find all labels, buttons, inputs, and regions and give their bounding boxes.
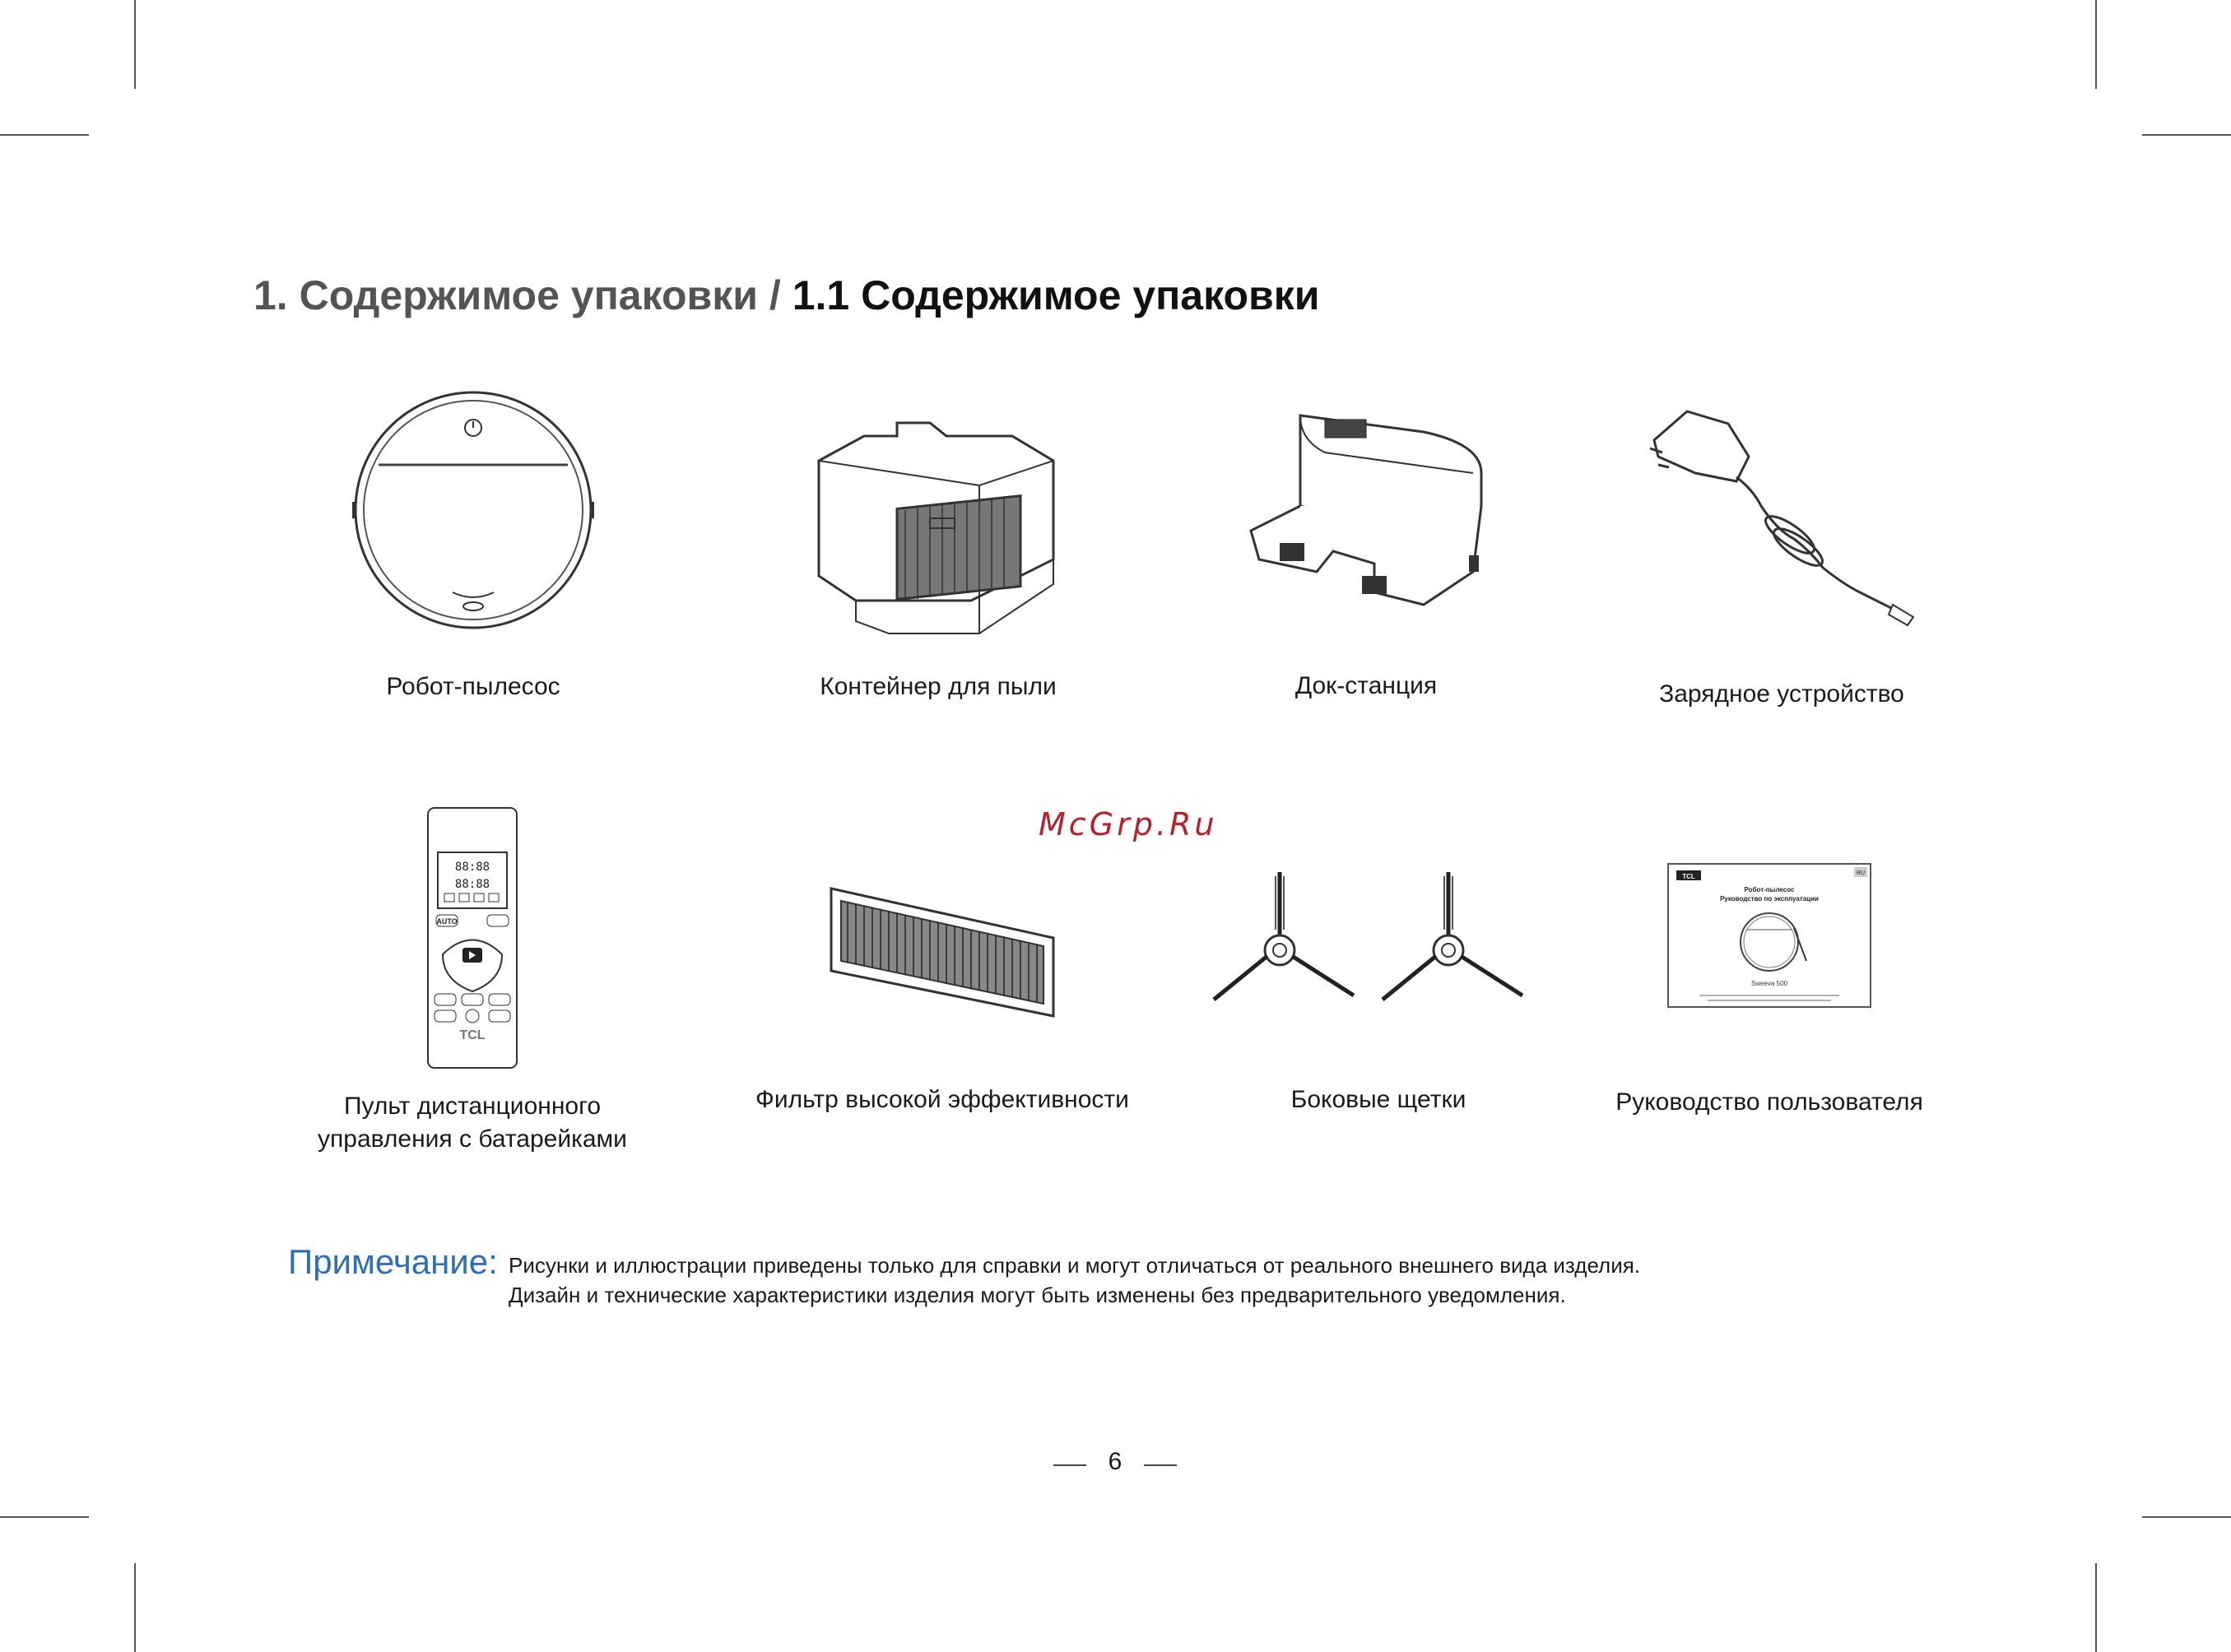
manual-brand: TCL <box>1682 873 1695 880</box>
manual-title-line1: Робот-пылесос <box>1744 886 1795 893</box>
page-number-rule-right <box>1144 1464 1177 1466</box>
remote-brand: TCL <box>459 1028 486 1042</box>
robot-vacuum-icon <box>337 387 609 633</box>
dock-station-icon <box>1243 407 1490 621</box>
manual-title-line2: Руководство по эксплуатации <box>1720 895 1819 903</box>
item-label: Зарядное устройство <box>1659 680 1904 708</box>
crop-mark <box>134 0 136 89</box>
page-number: 6 <box>1108 1448 1122 1475</box>
page-number-block <box>1053 1448 1177 1481</box>
item-label: Док-станция <box>1294 672 1438 699</box>
item-side-brushes <box>1210 864 1522 1113</box>
manual-lang: RU <box>1856 870 1866 876</box>
item-charger <box>1646 407 1917 708</box>
remote-control-icon <box>426 806 518 1070</box>
crop-mark <box>2095 0 2097 89</box>
note-line2: Дизайн и технические характеристики изделия могут быть изменены без предварительного уведомления. <box>509 1283 1566 1307</box>
subsection-title: 1.1 Содержимое упаковки <box>792 272 1320 318</box>
section-title: 1. Содержимое упаковки <box>253 272 758 318</box>
note-line1: Рисунки и иллюстрации приведены только для справки и могут отличаться от реального внешнего вида изделия. <box>509 1253 1641 1278</box>
charger-icon <box>1646 407 1917 629</box>
remote-display-row2: 88:88 <box>454 878 490 891</box>
crop-mark <box>0 134 89 136</box>
crop-mark <box>2095 1563 2097 1652</box>
note-text <box>509 1251 1640 1310</box>
hepa-filter-icon <box>823 880 1062 1028</box>
side-brushes-icon <box>1210 864 1522 1012</box>
crop-mark <box>134 1563 136 1652</box>
item-label: Контейнер для пыли <box>820 673 1057 700</box>
note-label: Примечание: <box>288 1242 498 1281</box>
item-dust-container <box>806 411 1070 700</box>
item-label: Руководство пользователя <box>1615 1088 1923 1116</box>
item-label-line1: Пульт дистанционного <box>343 1093 602 1120</box>
crop-mark <box>2142 134 2231 136</box>
manual-model: Sweeva 500 <box>1750 980 1788 987</box>
item-dock-station <box>1243 407 1490 699</box>
item-remote-control <box>318 806 627 1153</box>
title-separator: / <box>758 272 792 318</box>
page-title <box>253 271 1319 319</box>
crop-mark <box>0 1516 89 1518</box>
item-robot-vacuum <box>337 387 609 700</box>
item-hepa-filter <box>755 880 1129 1113</box>
item-label-line2: управления с батарейками <box>318 1125 627 1153</box>
item-user-manual <box>1615 862 1923 1116</box>
crop-mark <box>2142 1516 2231 1518</box>
remote-display-row1: 88:88 <box>454 861 490 874</box>
user-manual-icon <box>1666 862 1872 1009</box>
dust-container-icon <box>806 411 1070 642</box>
remote-auto-label: AUTO <box>436 917 458 926</box>
item-label: Робот-пылесос <box>386 673 560 700</box>
item-label <box>262 1090 683 1156</box>
item-label: Боковые щетки <box>1290 1086 1466 1113</box>
watermark: McGrp.Ru <box>1039 806 1218 842</box>
item-label: Фильтр высокой эффективности <box>755 1086 1129 1113</box>
